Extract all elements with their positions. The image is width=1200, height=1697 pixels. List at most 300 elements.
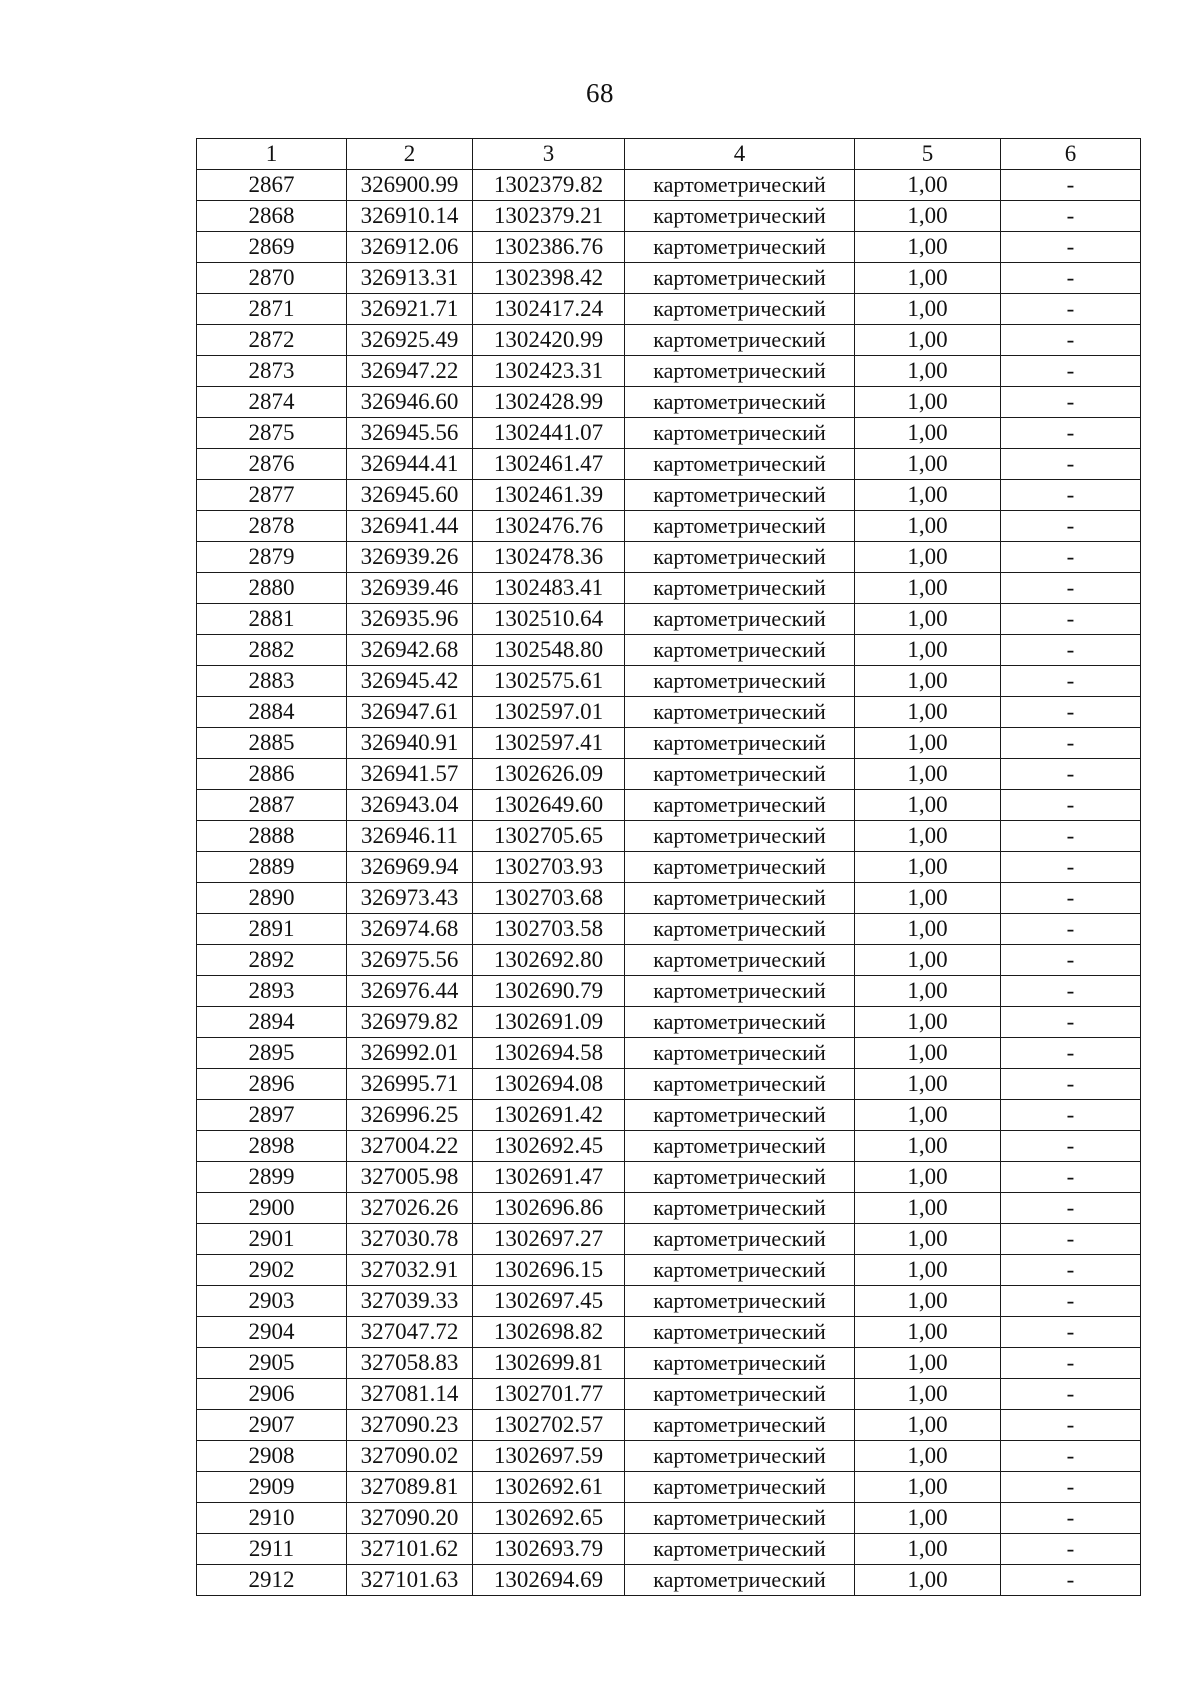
- coordinate-y-cell: 1302548.80: [473, 635, 625, 666]
- note-cell: -: [1001, 573, 1141, 604]
- point-number-cell: 2887: [197, 790, 347, 821]
- accuracy-cell: 1,00: [855, 1410, 1001, 1441]
- note-cell: -: [1001, 1503, 1141, 1534]
- table-row: [197, 1410, 1141, 1441]
- coordinate-y-cell: 1302697.27: [473, 1224, 625, 1255]
- coordinate-y-cell: 1302423.31: [473, 356, 625, 387]
- method-cell: картометрический: [625, 263, 855, 294]
- note-cell: -: [1001, 449, 1141, 480]
- table-row: [197, 511, 1141, 542]
- table-row: [197, 573, 1141, 604]
- accuracy-cell: 1,00: [855, 263, 1001, 294]
- coordinate-x-cell: 327030.78: [347, 1224, 473, 1255]
- table-body: [197, 170, 1141, 1596]
- method-cell: картометрический: [625, 573, 855, 604]
- method-cell: картометрический: [625, 1007, 855, 1038]
- method-cell: картометрический: [625, 1038, 855, 1069]
- coordinate-y-cell: 1302699.81: [473, 1348, 625, 1379]
- method-cell: картометрический: [625, 1162, 855, 1193]
- note-cell: -: [1001, 697, 1141, 728]
- note-cell: -: [1001, 1131, 1141, 1162]
- table-row: [197, 759, 1141, 790]
- note-cell: -: [1001, 1162, 1141, 1193]
- accuracy-cell: 1,00: [855, 1503, 1001, 1534]
- coordinate-y-cell: 1302575.61: [473, 666, 625, 697]
- table-row: [197, 1193, 1141, 1224]
- coordinate-x-cell: 327090.20: [347, 1503, 473, 1534]
- point-number-cell: 2905: [197, 1348, 347, 1379]
- coordinate-x-cell: 326944.41: [347, 449, 473, 480]
- point-number-cell: 2873: [197, 356, 347, 387]
- note-cell: -: [1001, 728, 1141, 759]
- accuracy-cell: 1,00: [855, 511, 1001, 542]
- table-row: [197, 1472, 1141, 1503]
- page-number: 68: [586, 78, 614, 108]
- table-row: [197, 325, 1141, 356]
- note-cell: -: [1001, 976, 1141, 1007]
- column-header-3: 3: [473, 139, 625, 170]
- coordinate-y-cell: 1302417.24: [473, 294, 625, 325]
- point-number-cell: 2876: [197, 449, 347, 480]
- coordinate-y-cell: 1302694.69: [473, 1565, 625, 1596]
- note-cell: -: [1001, 1038, 1141, 1069]
- method-cell: картометрический: [625, 480, 855, 511]
- accuracy-cell: 1,00: [855, 1100, 1001, 1131]
- coordinate-x-cell: 327090.23: [347, 1410, 473, 1441]
- method-cell: картометрический: [625, 790, 855, 821]
- accuracy-cell: 1,00: [855, 635, 1001, 666]
- point-number-cell: 2871: [197, 294, 347, 325]
- method-cell: картометрический: [625, 1503, 855, 1534]
- note-cell: -: [1001, 945, 1141, 976]
- table-row: [197, 387, 1141, 418]
- note-cell: -: [1001, 201, 1141, 232]
- table-row: [197, 821, 1141, 852]
- coordinate-x-cell: 327026.26: [347, 1193, 473, 1224]
- point-number-cell: 2878: [197, 511, 347, 542]
- note-cell: -: [1001, 1193, 1141, 1224]
- coordinate-x-cell: 326946.11: [347, 821, 473, 852]
- method-cell: картометрический: [625, 821, 855, 852]
- accuracy-cell: 1,00: [855, 1534, 1001, 1565]
- coordinate-y-cell: 1302703.68: [473, 883, 625, 914]
- table-row: [197, 666, 1141, 697]
- coordinate-y-cell: 1302697.45: [473, 1286, 625, 1317]
- coordinate-x-cell: 327047.72: [347, 1317, 473, 1348]
- note-cell: -: [1001, 511, 1141, 542]
- coordinate-y-cell: 1302597.41: [473, 728, 625, 759]
- accuracy-cell: 1,00: [855, 449, 1001, 480]
- table-row: [197, 418, 1141, 449]
- method-cell: картометрический: [625, 1224, 855, 1255]
- table-row: [197, 852, 1141, 883]
- point-number-cell: 2906: [197, 1379, 347, 1410]
- point-number-cell: 2884: [197, 697, 347, 728]
- point-number-cell: 2874: [197, 387, 347, 418]
- coordinate-y-cell: 1302692.65: [473, 1503, 625, 1534]
- accuracy-cell: 1,00: [855, 1255, 1001, 1286]
- note-cell: -: [1001, 170, 1141, 201]
- note-cell: -: [1001, 387, 1141, 418]
- table-row: [197, 480, 1141, 511]
- table-row: [197, 263, 1141, 294]
- accuracy-cell: 1,00: [855, 1162, 1001, 1193]
- accuracy-cell: 1,00: [855, 1038, 1001, 1069]
- point-number-cell: 2895: [197, 1038, 347, 1069]
- coordinate-x-cell: 326946.60: [347, 387, 473, 418]
- point-number-cell: 2904: [197, 1317, 347, 1348]
- accuracy-cell: 1,00: [855, 294, 1001, 325]
- coordinate-x-cell: 327058.83: [347, 1348, 473, 1379]
- coordinate-x-cell: 327039.33: [347, 1286, 473, 1317]
- note-cell: -: [1001, 604, 1141, 635]
- method-cell: картометрический: [625, 1193, 855, 1224]
- note-cell: -: [1001, 1534, 1141, 1565]
- note-cell: -: [1001, 1472, 1141, 1503]
- accuracy-cell: 1,00: [855, 1565, 1001, 1596]
- accuracy-cell: 1,00: [855, 356, 1001, 387]
- table-row: [197, 542, 1141, 573]
- coordinate-y-cell: 1302691.42: [473, 1100, 625, 1131]
- accuracy-cell: 1,00: [855, 1069, 1001, 1100]
- table-row: [197, 728, 1141, 759]
- accuracy-cell: 1,00: [855, 790, 1001, 821]
- accuracy-cell: 1,00: [855, 666, 1001, 697]
- point-number-cell: 2909: [197, 1472, 347, 1503]
- coordinate-y-cell: 1302691.47: [473, 1162, 625, 1193]
- note-cell: -: [1001, 790, 1141, 821]
- table-row: [197, 356, 1141, 387]
- table-row: [197, 1441, 1141, 1472]
- coordinates-table: [196, 138, 1141, 1596]
- accuracy-cell: 1,00: [855, 1286, 1001, 1317]
- coordinate-x-cell: 326941.57: [347, 759, 473, 790]
- accuracy-cell: 1,00: [855, 325, 1001, 356]
- coordinate-y-cell: 1302697.59: [473, 1441, 625, 1472]
- coordinate-x-cell: 327032.91: [347, 1255, 473, 1286]
- note-cell: -: [1001, 821, 1141, 852]
- note-cell: -: [1001, 294, 1141, 325]
- method-cell: картометрический: [625, 1472, 855, 1503]
- coordinate-x-cell: 326900.99: [347, 170, 473, 201]
- coordinate-y-cell: 1302692.45: [473, 1131, 625, 1162]
- point-number-cell: 2908: [197, 1441, 347, 1472]
- method-cell: картометрический: [625, 542, 855, 573]
- coordinate-y-cell: 1302461.39: [473, 480, 625, 511]
- accuracy-cell: 1,00: [855, 232, 1001, 263]
- method-cell: картометрический: [625, 883, 855, 914]
- table-row: [197, 1131, 1141, 1162]
- method-cell: картометрический: [625, 1317, 855, 1348]
- note-cell: -: [1001, 1317, 1141, 1348]
- coordinate-y-cell: 1302696.15: [473, 1255, 625, 1286]
- note-cell: -: [1001, 1410, 1141, 1441]
- coordinate-y-cell: 1302379.21: [473, 201, 625, 232]
- coordinate-y-cell: 1302690.79: [473, 976, 625, 1007]
- table-row: [197, 1534, 1141, 1565]
- coordinate-x-cell: 326943.04: [347, 790, 473, 821]
- accuracy-cell: 1,00: [855, 1472, 1001, 1503]
- table-row: [197, 1317, 1141, 1348]
- accuracy-cell: 1,00: [855, 1441, 1001, 1472]
- method-cell: картометрический: [625, 604, 855, 635]
- table-row: [197, 1565, 1141, 1596]
- table-row: [197, 976, 1141, 1007]
- method-cell: картометрический: [625, 418, 855, 449]
- accuracy-cell: 1,00: [855, 821, 1001, 852]
- coordinate-x-cell: 326995.71: [347, 1069, 473, 1100]
- point-number-cell: 2869: [197, 232, 347, 263]
- note-cell: -: [1001, 914, 1141, 945]
- accuracy-cell: 1,00: [855, 945, 1001, 976]
- coordinate-x-cell: 327090.02: [347, 1441, 473, 1472]
- point-number-cell: 2893: [197, 976, 347, 1007]
- coordinate-y-cell: 1302461.47: [473, 449, 625, 480]
- coordinate-x-cell: 326939.26: [347, 542, 473, 573]
- method-cell: картометрический: [625, 387, 855, 418]
- table-row: [197, 1007, 1141, 1038]
- table-row: [197, 1286, 1141, 1317]
- point-number-cell: 2877: [197, 480, 347, 511]
- coordinate-x-cell: 327101.63: [347, 1565, 473, 1596]
- note-cell: -: [1001, 263, 1141, 294]
- note-cell: -: [1001, 418, 1141, 449]
- coordinate-x-cell: 326945.56: [347, 418, 473, 449]
- note-cell: -: [1001, 480, 1141, 511]
- coordinate-y-cell: 1302420.99: [473, 325, 625, 356]
- table-row: [197, 1069, 1141, 1100]
- note-cell: -: [1001, 325, 1141, 356]
- coordinate-x-cell: 326945.60: [347, 480, 473, 511]
- method-cell: картометрический: [625, 852, 855, 883]
- method-cell: картометрический: [625, 1131, 855, 1162]
- coordinate-x-cell: 326940.91: [347, 728, 473, 759]
- coordinate-y-cell: 1302703.93: [473, 852, 625, 883]
- accuracy-cell: 1,00: [855, 1131, 1001, 1162]
- point-number-cell: 2903: [197, 1286, 347, 1317]
- point-number-cell: 2901: [197, 1224, 347, 1255]
- coordinate-x-cell: 326942.68: [347, 635, 473, 666]
- coordinate-x-cell: 326992.01: [347, 1038, 473, 1069]
- coordinate-y-cell: 1302510.64: [473, 604, 625, 635]
- coordinate-y-cell: 1302476.76: [473, 511, 625, 542]
- point-number-cell: 2899: [197, 1162, 347, 1193]
- coordinate-y-cell: 1302691.09: [473, 1007, 625, 1038]
- point-number-cell: 2883: [197, 666, 347, 697]
- method-cell: картометрический: [625, 294, 855, 325]
- note-cell: -: [1001, 1100, 1141, 1131]
- point-number-cell: 2911: [197, 1534, 347, 1565]
- coordinate-x-cell: 326996.25: [347, 1100, 473, 1131]
- point-number-cell: 2879: [197, 542, 347, 573]
- point-number-cell: 2910: [197, 1503, 347, 1534]
- note-cell: -: [1001, 852, 1141, 883]
- method-cell: картометрический: [625, 325, 855, 356]
- point-number-cell: 2870: [197, 263, 347, 294]
- coordinate-y-cell: 1302626.09: [473, 759, 625, 790]
- column-header-4: 4: [625, 139, 855, 170]
- table-row: [197, 604, 1141, 635]
- point-number-cell: 2891: [197, 914, 347, 945]
- coordinate-y-cell: 1302701.77: [473, 1379, 625, 1410]
- note-cell: -: [1001, 635, 1141, 666]
- method-cell: картометрический: [625, 1410, 855, 1441]
- accuracy-cell: 1,00: [855, 170, 1001, 201]
- method-cell: картометрический: [625, 449, 855, 480]
- coordinate-y-cell: 1302705.65: [473, 821, 625, 852]
- coordinate-x-cell: 326976.44: [347, 976, 473, 1007]
- accuracy-cell: 1,00: [855, 914, 1001, 945]
- method-cell: картометрический: [625, 945, 855, 976]
- coordinate-y-cell: 1302441.07: [473, 418, 625, 449]
- note-cell: -: [1001, 1255, 1141, 1286]
- coordinate-y-cell: 1302597.01: [473, 697, 625, 728]
- point-number-cell: 2894: [197, 1007, 347, 1038]
- point-number-cell: 2882: [197, 635, 347, 666]
- method-cell: картометрический: [625, 1379, 855, 1410]
- note-cell: -: [1001, 1224, 1141, 1255]
- method-cell: картометрический: [625, 697, 855, 728]
- coordinate-y-cell: 1302386.76: [473, 232, 625, 263]
- coordinate-x-cell: 326935.96: [347, 604, 473, 635]
- note-cell: -: [1001, 1379, 1141, 1410]
- accuracy-cell: 1,00: [855, 1193, 1001, 1224]
- coordinate-x-cell: 327004.22: [347, 1131, 473, 1162]
- column-header-6: 6: [1001, 139, 1141, 170]
- method-cell: картометрический: [625, 914, 855, 945]
- point-number-cell: 2897: [197, 1100, 347, 1131]
- table-row: [197, 914, 1141, 945]
- column-header-2: 2: [347, 139, 473, 170]
- table-row: [197, 1224, 1141, 1255]
- column-header-5: 5: [855, 139, 1001, 170]
- accuracy-cell: 1,00: [855, 1224, 1001, 1255]
- accuracy-cell: 1,00: [855, 728, 1001, 759]
- point-number-cell: 2875: [197, 418, 347, 449]
- coordinate-x-cell: 326925.49: [347, 325, 473, 356]
- table-row: [197, 1038, 1141, 1069]
- accuracy-cell: 1,00: [855, 604, 1001, 635]
- table-row: [197, 790, 1141, 821]
- table-row: [197, 635, 1141, 666]
- column-header-1: 1: [197, 139, 347, 170]
- accuracy-cell: 1,00: [855, 883, 1001, 914]
- point-number-cell: 2886: [197, 759, 347, 790]
- coordinate-x-cell: 326939.46: [347, 573, 473, 604]
- table-row: [197, 1255, 1141, 1286]
- coordinate-x-cell: 326912.06: [347, 232, 473, 263]
- table-row: [197, 1348, 1141, 1379]
- point-number-cell: 2881: [197, 604, 347, 635]
- method-cell: картометрический: [625, 170, 855, 201]
- point-number-cell: 2868: [197, 201, 347, 232]
- table-row: [197, 945, 1141, 976]
- point-number-cell: 2912: [197, 1565, 347, 1596]
- method-cell: картометрический: [625, 728, 855, 759]
- accuracy-cell: 1,00: [855, 387, 1001, 418]
- coordinate-x-cell: 326913.31: [347, 263, 473, 294]
- coordinate-y-cell: 1302702.57: [473, 1410, 625, 1441]
- accuracy-cell: 1,00: [855, 852, 1001, 883]
- point-number-cell: 2880: [197, 573, 347, 604]
- method-cell: картометрический: [625, 1069, 855, 1100]
- note-cell: -: [1001, 1007, 1141, 1038]
- point-number-cell: 2890: [197, 883, 347, 914]
- coordinate-x-cell: 326945.42: [347, 666, 473, 697]
- accuracy-cell: 1,00: [855, 697, 1001, 728]
- accuracy-cell: 1,00: [855, 1379, 1001, 1410]
- coordinate-y-cell: 1302693.79: [473, 1534, 625, 1565]
- point-number-cell: 2885: [197, 728, 347, 759]
- note-cell: -: [1001, 666, 1141, 697]
- coordinate-y-cell: 1302698.82: [473, 1317, 625, 1348]
- coordinate-x-cell: 326973.43: [347, 883, 473, 914]
- coordinate-y-cell: 1302692.61: [473, 1472, 625, 1503]
- method-cell: картометрический: [625, 759, 855, 790]
- table-row: [197, 170, 1141, 201]
- note-cell: -: [1001, 1286, 1141, 1317]
- point-number-cell: 2872: [197, 325, 347, 356]
- table-row: [197, 294, 1141, 325]
- point-number-cell: 2888: [197, 821, 347, 852]
- coordinate-x-cell: 327005.98: [347, 1162, 473, 1193]
- method-cell: картометрический: [625, 232, 855, 263]
- point-number-cell: 2900: [197, 1193, 347, 1224]
- coordinate-y-cell: 1302694.08: [473, 1069, 625, 1100]
- coordinate-x-cell: 326969.94: [347, 852, 473, 883]
- coordinate-x-cell: 327089.81: [347, 1472, 473, 1503]
- method-cell: картометрический: [625, 1255, 855, 1286]
- accuracy-cell: 1,00: [855, 759, 1001, 790]
- coordinate-x-cell: 327101.62: [347, 1534, 473, 1565]
- coordinate-x-cell: 326910.14: [347, 201, 473, 232]
- accuracy-cell: 1,00: [855, 573, 1001, 604]
- table-row: [197, 201, 1141, 232]
- note-cell: -: [1001, 232, 1141, 263]
- accuracy-cell: 1,00: [855, 418, 1001, 449]
- method-cell: картометрический: [625, 511, 855, 542]
- point-number-cell: 2902: [197, 1255, 347, 1286]
- coordinate-x-cell: 326979.82: [347, 1007, 473, 1038]
- header-row: [197, 139, 1141, 170]
- note-cell: -: [1001, 1069, 1141, 1100]
- coordinate-y-cell: 1302379.82: [473, 170, 625, 201]
- coordinate-y-cell: 1302692.80: [473, 945, 625, 976]
- note-cell: -: [1001, 1565, 1141, 1596]
- accuracy-cell: 1,00: [855, 1007, 1001, 1038]
- method-cell: картометрический: [625, 1565, 855, 1596]
- note-cell: -: [1001, 883, 1141, 914]
- coordinate-x-cell: 327081.14: [347, 1379, 473, 1410]
- coordinate-y-cell: 1302649.60: [473, 790, 625, 821]
- note-cell: -: [1001, 759, 1141, 790]
- coordinate-y-cell: 1302696.86: [473, 1193, 625, 1224]
- method-cell: картометрический: [625, 1441, 855, 1472]
- coordinate-x-cell: 326947.61: [347, 697, 473, 728]
- accuracy-cell: 1,00: [855, 1317, 1001, 1348]
- point-number-cell: 2898: [197, 1131, 347, 1162]
- method-cell: картометрический: [625, 635, 855, 666]
- table-row: [197, 883, 1141, 914]
- point-number-cell: 2892: [197, 945, 347, 976]
- method-cell: картометрический: [625, 1286, 855, 1317]
- note-cell: -: [1001, 1348, 1141, 1379]
- coordinate-y-cell: 1302694.58: [473, 1038, 625, 1069]
- coordinate-y-cell: 1302428.99: [473, 387, 625, 418]
- note-cell: -: [1001, 356, 1141, 387]
- method-cell: картометрический: [625, 201, 855, 232]
- method-cell: картометрический: [625, 1534, 855, 1565]
